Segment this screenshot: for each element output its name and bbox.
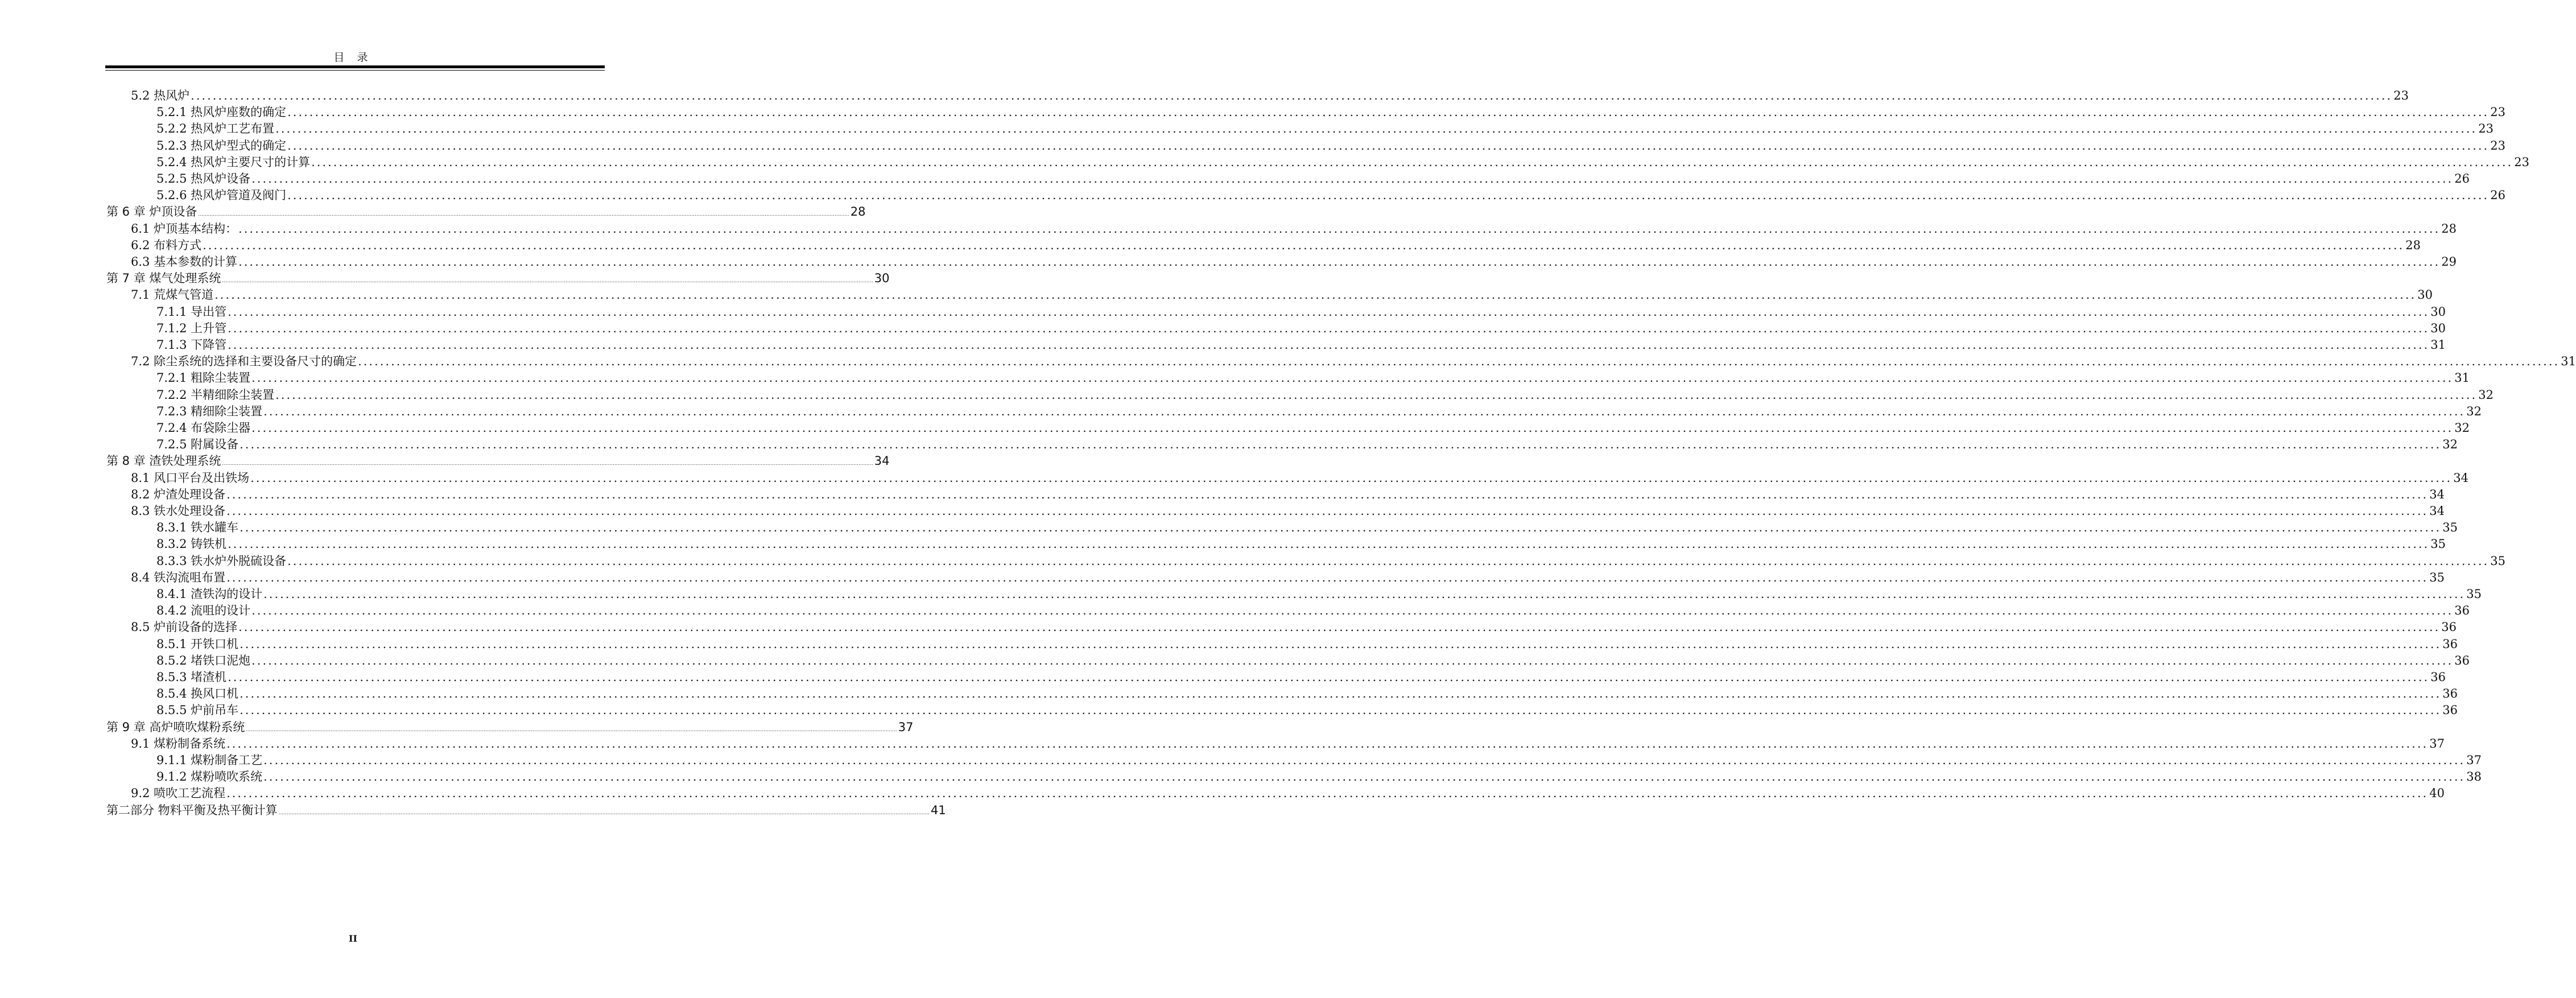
toc-dot-leader: ................................................................................................................................................................................................................................................................................................................................................................................................................: [251, 172, 2454, 185]
toc-dot-leader: ................................................................................................................................................................................................................................................................................................................................................................................................................: [275, 387, 2478, 402]
toc-entry-title: 5.2 热风炉: [131, 89, 190, 102]
toc-entry[interactable]: [156, 369, 2470, 387]
toc-entry-page: 35: [2429, 570, 2445, 584]
toc-entry-page: 30: [2430, 321, 2446, 335]
toc-entry-page: 28: [850, 205, 866, 219]
toc-entry[interactable]: [131, 253, 2457, 271]
toc-entry-page: 37: [2466, 753, 2482, 767]
toc-dot-leader: ................................................................................................................................................................................................................................................................................................................................................................................................................: [228, 304, 2430, 319]
page-header-title: 目 录: [333, 51, 373, 64]
toc-entry-page: 23: [2490, 138, 2505, 152]
toc-entry-title: 7.2.2 半精细除尘装置: [156, 387, 275, 402]
toc-entry-title: 8.5.1 开铁口机: [156, 637, 239, 651]
toc-entry-page: 36: [2442, 637, 2458, 651]
toc-entry[interactable]: [156, 701, 2458, 719]
toc-entry-title: 8.5.2 堵铁口泥炮: [156, 653, 251, 667]
toc-entry-title: 7.1.2 上升管: [156, 321, 227, 335]
toc-entry-title: 5.2.6 热风炉管道及阀门: [156, 188, 287, 203]
toc-dot-leader: ................................................................................................................................................................................................................................................................................................................................................................................................................: [240, 438, 2442, 452]
toc-entry-page: 32: [2442, 438, 2458, 452]
toc-dot-leader: ................................................................................................................................................................................................................................................................................................................................................................................................................: [240, 521, 2442, 535]
toc-entry[interactable]: [156, 170, 2470, 188]
toc-entry-page: 23: [2514, 155, 2529, 169]
toc-entry-title: 8.3.3 铁水炉外脱硫设备: [156, 554, 287, 568]
toc-entry[interactable]: [131, 236, 2421, 254]
toc-dot-leader: ................................................................................................................................................................................................................................................................................................................................................................................................................: [251, 371, 2454, 385]
toc-dot-leader: ................................................................................................................................................................................................................................................................................................................................................................................................................: [251, 604, 2454, 618]
toc-entry-title: 第 7 章 煤气处理系统: [106, 271, 221, 286]
toc-entry-title: 6.3 基本参数的计算: [131, 255, 238, 269]
toc-entry[interactable]: [156, 518, 2458, 537]
toc-entry-title: 8.3.2 铸铁机: [156, 537, 227, 551]
toc-dot-leader: ................................................................................................................................................................................................................................................................................................................................................................................................................: [228, 670, 2430, 684]
toc-entry-page: 31: [2430, 338, 2446, 352]
toc-entry-title: 第 6 章 炉顶设备: [106, 205, 197, 219]
toc-entry-page: 30: [2430, 304, 2446, 319]
toc-entry[interactable]: [156, 552, 2505, 570]
toc-entry[interactable]: [131, 86, 2409, 105]
toc-chapter-entry[interactable]: [106, 801, 946, 819]
toc-entry-page: 36: [2430, 670, 2446, 684]
toc-entry[interactable]: [156, 153, 2529, 171]
header-rule-thin: [105, 70, 605, 71]
toc-dot-leader: ................................................................................................................................................................................................................................................................................................................................................................................................................: [278, 810, 930, 816]
toc-dot-leader: ................................................................................................................................................................................................................................................................................................................................................................................................................: [238, 255, 2441, 269]
toc-entry[interactable]: [156, 668, 2446, 686]
toc-entry[interactable]: [156, 635, 2458, 653]
toc-dot-leader: ................................................................................................................................................................................................................................................................................................................................................................................................................: [250, 471, 2453, 485]
toc-entry-page: 34: [874, 454, 890, 468]
toc-entry[interactable]: [156, 535, 2446, 553]
toc-entry-title: 第 8 章 渣铁处理系统: [106, 454, 221, 468]
toc-entry[interactable]: [131, 352, 2576, 370]
toc-entry-page: 26: [2454, 172, 2470, 185]
toc-entry-title: 7.2.4 布袋除尘器: [156, 421, 251, 435]
toc-chapter-entry[interactable]: [106, 452, 890, 470]
toc-entry-title: 9.2 喷吹工艺流程: [131, 786, 226, 801]
toc-dot-leader: ................................................................................................................................................................................................................................................................................................................................................................................................................: [238, 620, 2441, 634]
toc-entry-page: 31: [2454, 371, 2470, 385]
toc-dot-leader: ................................................................................................................................................................................................................................................................................................................................................................................................................: [287, 554, 2490, 568]
toc-entry[interactable]: [156, 684, 2458, 703]
toc-dot-leader: ................................................................................................................................................................................................................................................................................................................................................................................................................: [203, 238, 2405, 252]
toc-entry-title: 7.2 除尘系统的选择和主要设备尺寸的确定: [131, 354, 357, 369]
toc-dot-leader: ................................................................................................................................................................................................................................................................................................................................................................................................................: [263, 770, 2466, 784]
toc-entry-page: 34: [2429, 504, 2445, 518]
toc-entry-page: 37: [2429, 736, 2445, 750]
toc-entry[interactable]: [131, 286, 2433, 304]
toc-dot-leader: ................................................................................................................................................................................................................................................................................................................................................................................................................: [222, 278, 873, 284]
toc-entry[interactable]: [156, 402, 2482, 420]
toc-entry-title: 6.1 炉顶基本结构：: [131, 221, 238, 236]
toc-entry-page: 37: [898, 720, 914, 734]
toc-entry[interactable]: [156, 435, 2458, 453]
toc-entry-page: 26: [2490, 188, 2505, 203]
toc-entry-page: 40: [2429, 786, 2445, 801]
toc-dot-leader: ................................................................................................................................................................................................................................................................................................................................................................................................................: [198, 212, 849, 218]
toc-entry[interactable]: [156, 186, 2505, 204]
toc-dot-leader: ................................................................................................................................................................................................................................................................................................................................................................................................................: [240, 703, 2442, 717]
toc-entry[interactable]: [156, 386, 2494, 404]
toc-dot-leader: ................................................................................................................................................................................................................................................................................................................................................................................................................: [226, 786, 2429, 801]
toc-dot-leader: ................................................................................................................................................................................................................................................................................................................................................................................................................: [226, 504, 2429, 518]
toc-entry-page: 32: [2466, 404, 2482, 418]
toc-entry-page: 30: [874, 271, 890, 286]
toc-entry-title: 8.5.3 堵渣机: [156, 670, 227, 684]
toc-entry-page: 32: [2454, 421, 2470, 435]
toc-dot-leader: ................................................................................................................................................................................................................................................................................................................................................................................................................: [191, 89, 2393, 102]
toc-entry-page: 38: [2466, 770, 2482, 784]
toc-entry[interactable]: [156, 319, 2446, 337]
toc-entry[interactable]: [156, 651, 2470, 670]
toc-dot-leader: ................................................................................................................................................................................................................................................................................................................................................................................................................: [226, 736, 2429, 750]
toc-entry-title: 9.1 煤粉制备系统: [131, 736, 226, 750]
toc-dot-leader: ................................................................................................................................................................................................................................................................................................................................................................................................................: [251, 653, 2454, 667]
toc-entry-page: 36: [2441, 620, 2457, 634]
toc-entry-title: 8.4 铁沟流咀布置: [131, 570, 226, 584]
toc-entry[interactable]: [131, 735, 2445, 753]
toc-entry[interactable]: [156, 751, 2482, 769]
toc-entry-title: 5.2.1 热风炉座数的确定: [156, 105, 287, 119]
toc-entry-title: 第二部分 物料平衡及热平衡计算: [106, 803, 278, 817]
toc-dot-leader: ................................................................................................................................................................................................................................................................................................................................................................................................................: [287, 188, 2490, 203]
toc-entry-page: 34: [2429, 487, 2445, 501]
toc-entry-title: 7.1.3 下降管: [156, 338, 227, 352]
toc-dot-leader: ................................................................................................................................................................................................................................................................................................................................................................................................................: [228, 338, 2430, 352]
toc-entry-title: 7.1 荒煤气管道: [131, 288, 214, 302]
toc-entry[interactable]: [156, 103, 2505, 121]
toc-dot-leader: ................................................................................................................................................................................................................................................................................................................................................................................................................: [263, 404, 2466, 418]
toc-entry-title: 5.2.3 热风炉型式的确定: [156, 138, 287, 152]
toc-entry-title: 5.2.2 热风炉工艺布置: [156, 122, 275, 136]
page-number: II: [349, 933, 357, 944]
toc-entry-page: 28: [2441, 221, 2457, 236]
toc-entry-title: 8.4.1 渣铁沟的设计: [156, 587, 263, 601]
toc-dot-leader: ................................................................................................................................................................................................................................................................................................................................................................................................................: [246, 727, 897, 733]
toc-entry-title: 5.2.4 热风炉主要尺寸的计算: [156, 155, 311, 169]
toc-dot-leader: ................................................................................................................................................................................................................................................................................................................................................................................................................: [263, 753, 2466, 767]
toc-entry-title: 8.5.5 炉前吊车: [156, 703, 239, 717]
toc-entry-page: 35: [2490, 554, 2505, 568]
toc-entry-page: 34: [2453, 471, 2468, 485]
toc-entry[interactable]: [131, 469, 2468, 487]
toc-dot-leader: ................................................................................................................................................................................................................................................................................................................................................................................................................: [240, 687, 2442, 701]
toc-chapter-entry[interactable]: [106, 203, 866, 221]
toc-dot-leader: ................................................................................................................................................................................................................................................................................................................................................................................................................: [228, 321, 2430, 335]
toc-entry-title: 5.2.5 热风炉设备: [156, 172, 251, 185]
toc-entry-title: 6.2 布料方式: [131, 238, 202, 252]
toc-entry[interactable]: [156, 768, 2482, 786]
toc-entry[interactable]: [131, 784, 2445, 802]
toc-entry-title: 9.1.1 煤粉制备工艺: [156, 753, 263, 767]
toc-dot-leader: ................................................................................................................................................................................................................................................................................................................................................................................................................: [287, 138, 2490, 152]
toc-entry-title: 8.3 铁水处理设备: [131, 504, 226, 518]
toc-dot-leader: ................................................................................................................................................................................................................................................................................................................................................................................................................: [228, 537, 2430, 551]
toc-entry-title: 8.1 风口平台及出铁场: [131, 471, 250, 485]
toc-entry-title: 7.2.1 粗除尘装置: [156, 371, 251, 385]
toc-dot-leader: ................................................................................................................................................................................................................................................................................................................................................................................................................: [222, 461, 873, 467]
toc-entry[interactable]: [156, 137, 2505, 155]
toc-dot-leader: ................................................................................................................................................................................................................................................................................................................................................................................................................: [238, 221, 2441, 236]
toc-dot-leader: ................................................................................................................................................................................................................................................................................................................................................................................................................: [251, 421, 2454, 435]
toc-dot-leader: ................................................................................................................................................................................................................................................................................................................................................................................................................: [275, 122, 2478, 136]
toc-entry-page: 28: [2405, 238, 2421, 252]
header-rule-thick: [105, 65, 605, 68]
toc-entry-title: 7.2.3 精细除尘装置: [156, 404, 263, 418]
toc-entry-page: 31: [2561, 354, 2576, 369]
toc-entry[interactable]: [156, 119, 2494, 138]
toc-entry-page: 35: [2442, 521, 2458, 535]
toc-dot-leader: ................................................................................................................................................................................................................................................................................................................................................................................................................: [311, 155, 2513, 169]
toc-entry-page: 23: [2393, 89, 2409, 102]
toc-entry[interactable]: [156, 336, 2446, 354]
toc-entry-title: 8.5.4 换风口机: [156, 687, 239, 701]
toc-entry-page: 35: [2466, 587, 2482, 601]
toc-dot-leader: ................................................................................................................................................................................................................................................................................................................................................................................................................: [287, 105, 2490, 119]
toc-entry[interactable]: [131, 502, 2445, 520]
toc-entry-title: 8.3.1 铁水罐车: [156, 521, 239, 535]
toc-dot-leader: ................................................................................................................................................................................................................................................................................................................................................................................................................: [358, 354, 2560, 369]
toc-entry-page: 36: [2454, 604, 2470, 618]
toc-entry-page: 30: [2417, 288, 2433, 302]
toc-entry[interactable]: [156, 601, 2470, 620]
toc-dot-leader: ................................................................................................................................................................................................................................................................................................................................................................................................................: [263, 587, 2466, 601]
toc-entry-page: 36: [2442, 687, 2458, 701]
toc-chapter-entry[interactable]: [106, 718, 914, 736]
toc-entry[interactable]: [131, 220, 2457, 238]
toc-chapter-entry[interactable]: [106, 269, 890, 287]
toc-entry[interactable]: [156, 303, 2446, 321]
toc-entry-title: 9.1.2 煤粉喷吹系统: [156, 770, 263, 784]
toc-entry-page: 32: [2478, 387, 2494, 402]
toc-dot-leader: ................................................................................................................................................................................................................................................................................................................................................................................................................: [226, 487, 2429, 501]
toc-dot-leader: ................................................................................................................................................................................................................................................................................................................................................................................................................: [240, 637, 2442, 651]
toc-entry-page: 41: [931, 803, 946, 817]
toc-entry-page: 23: [2478, 122, 2494, 136]
toc-entry[interactable]: [131, 568, 2445, 587]
toc-entry-title: 8.2 炉渣处理设备: [131, 487, 226, 501]
toc-entry-page: 36: [2442, 703, 2458, 717]
toc-entry-page: 29: [2441, 255, 2457, 269]
toc-entry-title: 8.5 炉前设备的选择: [131, 620, 238, 634]
toc-entry[interactable]: [156, 419, 2470, 437]
toc-entry[interactable]: [131, 485, 2445, 504]
toc-entry-page: 35: [2430, 537, 2446, 551]
toc-entry-page: 36: [2454, 653, 2470, 667]
toc-dot-leader: ................................................................................................................................................................................................................................................................................................................................................................................................................: [214, 288, 2417, 302]
toc-entry-title: 第 9 章 高炉喷吹煤粉系统: [106, 720, 245, 734]
toc-entry-page: 23: [2490, 105, 2505, 119]
toc-entry[interactable]: [156, 585, 2482, 603]
toc-entry-title: 7.1.1 导出管: [156, 304, 227, 319]
toc-entry[interactable]: [131, 618, 2457, 636]
toc-entry-title: 8.4.2 流咀的设计: [156, 604, 251, 618]
toc-entry-title: 7.2.5 附属设备: [156, 438, 239, 452]
toc-dot-leader: ................................................................................................................................................................................................................................................................................................................................................................................................................: [226, 570, 2429, 584]
